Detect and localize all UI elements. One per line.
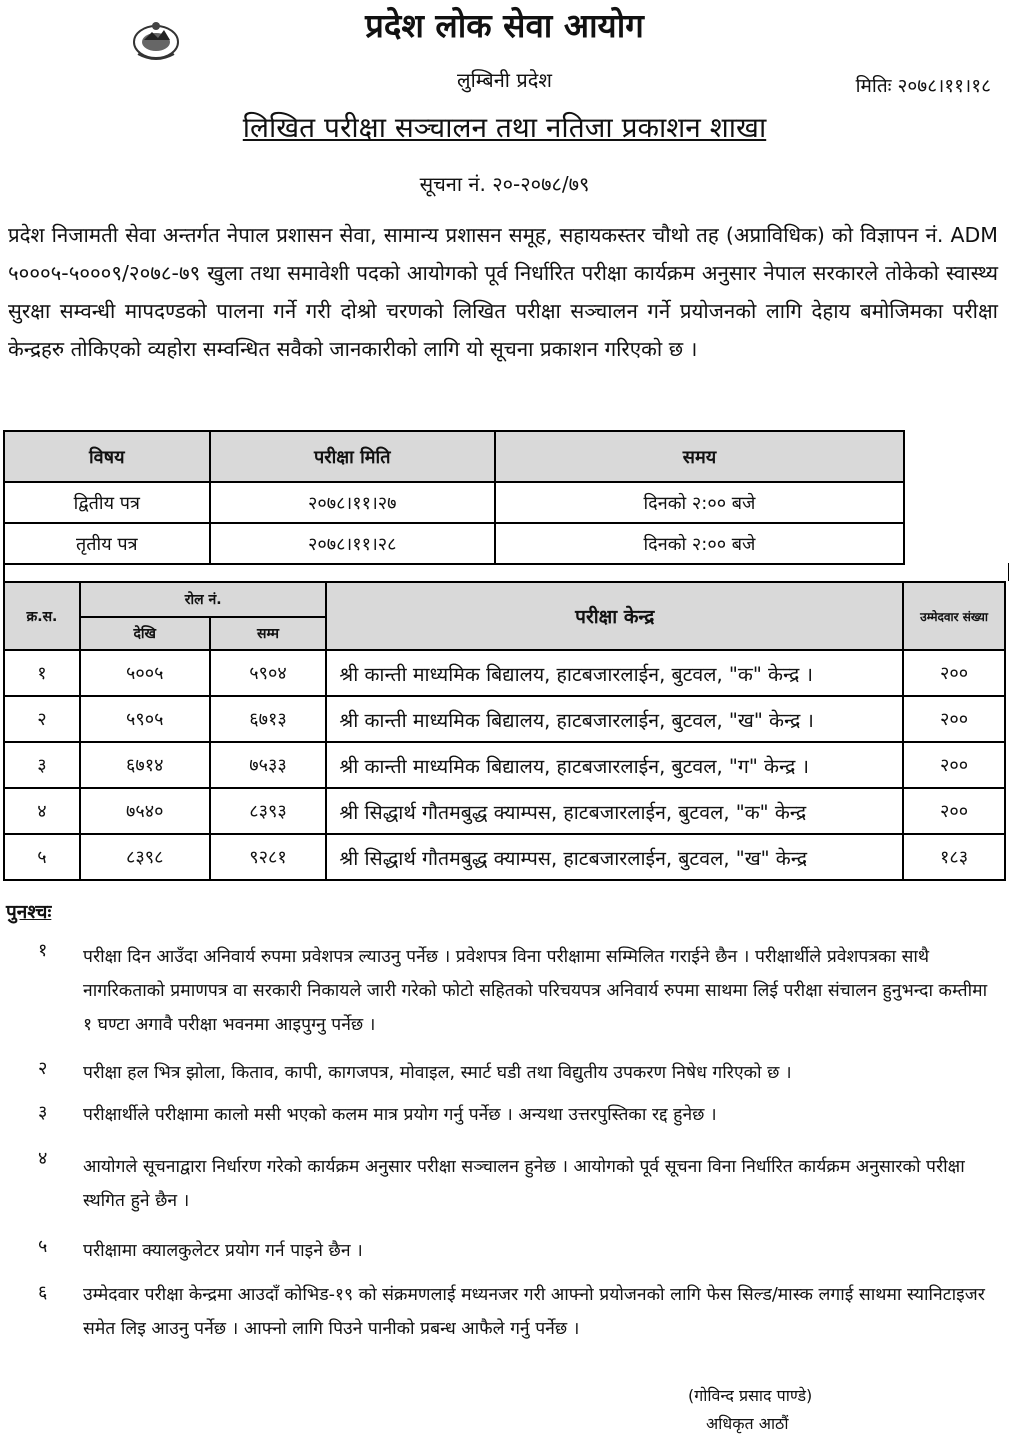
table-cell: ६७१३ — [210, 696, 327, 742]
table-row — [4, 523, 904, 564]
exam-schedule-table — [3, 430, 905, 565]
table-cell: तृतीय पत्र — [4, 523, 210, 564]
table-cell: दिनको २:०० बजे — [495, 482, 904, 523]
table-header-row — [4, 582, 1005, 617]
table-cell: ५९०५ — [80, 696, 210, 742]
notice-date: मितिः २०७८।११।१८ — [855, 75, 991, 97]
table-cell: २०० — [903, 696, 1005, 742]
column-header: क्र.स. — [4, 582, 80, 650]
page-title: प्रदेश लोक सेवा आयोग — [365, 6, 644, 45]
table-cell: २०० — [903, 650, 1005, 696]
note-number: ३ — [38, 1102, 48, 1123]
branch-heading: लिखित परीक्षा सञ्चालन तथा नतिजा प्रकाशन शाखा — [242, 111, 767, 144]
table-cell: २०७८।११।२८ — [210, 523, 495, 564]
table-cell: श्री सिद्धार्थ गौतमबुद्ध क्याम्पस, हाटबजारलाईन, बुटवल, "ख" केन्द्र — [326, 834, 903, 880]
table-spacer — [3, 563, 1009, 581]
table-row — [4, 788, 1005, 834]
note-text: उम्मेदवार परीक्षा केन्द्रमा आउदाँ कोभिड-१९ को संक्रमणलाई मध्यनजर गरी आफ्नो प्रयोजनको लागि फेस सिल्ड/मास्क लगाई साथमा स्यानिटाइजर समेत लिइ आउनु पर्नेछ । आफ्नो लागि पिउने पानीको प्रबन्ध आफैले गर्नु पर्नेछ । — [83, 1285, 985, 1339]
note-text: परीक्षा हल भित्र झोला, किताव, कापी, कागजपत्र, मोवाइल, स्मार्ट घडी तथा विद्युतीय उपकरण निषेध गरिएको छ । — [83, 1063, 792, 1083]
nepal-emblem-icon — [128, 18, 184, 64]
exam-centers-table — [3, 581, 1006, 881]
note-text: परीक्षा दिन आउँदा अनिवार्य रुपमा प्रवेशपत्र ल्याउनु पर्नेछ । प्रवेशपत्र विना परीक्षामा सम्मिलित गराईने छैन । परीक्षार्थीले प्रवेशपत्रका साथै नागरिकताको प्रमाणपत्र वा सरकारी निकायले जारी गरेको फोटो सहितको परिचयपत्र अनिवार्य रुपमा साथमा लिई परीक्षा संचालन हुनुभन्दा कम्तीमा १ घण्टा अगावै परीक्षा भवनमा आइपुग्नु पर्नेछ । — [83, 947, 988, 1035]
table-row — [4, 696, 1005, 742]
table-cell: ७५४० — [80, 788, 210, 834]
table-cell: १ — [4, 650, 80, 696]
table-cell: ५९०४ — [210, 650, 327, 696]
signatory-name: (गोविन्द प्रसाद पाण्डे) — [688, 1386, 813, 1405]
column-header: समय — [495, 431, 904, 482]
table-cell: ४ — [4, 788, 80, 834]
table-cell: दिनको २:०० बजे — [495, 523, 904, 564]
column-header: सम्म — [210, 617, 327, 650]
note-number: १ — [38, 940, 48, 961]
note-text: परीक्षामा क्यालकुलेटर प्रयोग गर्न पाइने छैन । — [83, 1241, 363, 1261]
column-header: परीक्षा मिति — [210, 431, 495, 482]
notice-number: सूचना नं. २०-२०७८/७९ — [419, 172, 590, 196]
note-number: २ — [38, 1058, 48, 1079]
column-header: उम्मेदवार संख्या — [903, 582, 1005, 650]
table-row — [4, 742, 1005, 788]
table-cell: ७५३३ — [210, 742, 327, 788]
note-number: ४ — [38, 1148, 48, 1169]
table-cell: ५००५ — [80, 650, 210, 696]
province-name: लुम्बिनी प्रदेश — [457, 68, 552, 92]
table-cell: २०० — [903, 788, 1005, 834]
table-cell: श्री सिद्धार्थ गौतमबुद्ध क्याम्पस, हाटबजारलाईन, बुटवल, "क" केन्द्र — [326, 788, 903, 834]
column-header: देखि — [80, 617, 210, 650]
table-cell: श्री कान्ती माध्यमिक बिद्यालय, हाटबजारलाईन, बुटवल, "ख" केन्द्र । — [326, 696, 903, 742]
table-cell: १८३ — [903, 834, 1005, 880]
notes-heading: पुनश्चः — [6, 901, 52, 923]
column-header: रोल नं. — [80, 582, 327, 617]
notice-body: प्रदेश निजामती सेवा अन्तर्गत नेपाल प्रशासन सेवा, सामान्य प्रशासन समूह, सहायकस्तर चौथो तह (अप्राविधिक) को विज्ञापन नं. ADM ५०००५-५०००९/२०७८-७९ खुला तथा समावेशी पदको आयोगको पूर्व निर्धारित परीक्षा कार्यक्रम अनुसार नेपाल सरकारले तोकेको स्वास्थ्य सुरक्षा सम्वन्धी मापदण्डको पालना गर्ने गरी दोश्रो चरणको लिखित परीक्षा सञ्चालन गर्ने प्रयोजनको लागि देहाय बमोजिमका परीक्षा केन्द्रहरु तोकिएको व्यहोरा सम्वन्धित सवैको जानकारीको लागि यो सूचना प्रकाशन गरिएको छ । — [8, 223, 998, 361]
table-row — [4, 650, 1005, 696]
table-row — [4, 482, 904, 523]
column-header: विषय — [4, 431, 210, 482]
table-cell: २०० — [903, 742, 1005, 788]
table-cell: ३ — [4, 742, 80, 788]
note-text: परीक्षार्थीले परीक्षामा कालो मसी भएको कलम मात्र प्रयोग गर्नु पर्नेछ । अन्यथा उत्तरपुस्तिका रद्द हुनेछ । — [83, 1105, 717, 1125]
table-row — [4, 834, 1005, 880]
signatory-designation: अधिकृत आठौं — [706, 1414, 789, 1433]
table-cell: ६७१४ — [80, 742, 210, 788]
note-text: आयोगले सूचनाद्वारा निर्धारण गरेको कार्यक्रम अनुसार परीक्षा सञ्चालन हुनेछ । आयोगको पूर्व सूचना विना निर्धारित कार्यक्रम अनुसारको परीक्षा स्थगित हुने छैन । — [83, 1157, 965, 1211]
table-cell: श्री कान्ती माध्यमिक बिद्यालय, हाटबजारलाईन, बुटवल, "ग" केन्द्र । — [326, 742, 903, 788]
table-cell: २ — [4, 696, 80, 742]
table-header-row — [4, 431, 904, 482]
table-cell: ५ — [4, 834, 80, 880]
note-number: ५ — [38, 1236, 48, 1257]
table-cell: द्वितीय पत्र — [4, 482, 210, 523]
table-cell: २०७८।११।२७ — [210, 482, 495, 523]
table-cell: श्री कान्ती माध्यमिक बिद्यालय, हाटबजारलाईन, बुटवल, "क" केन्द्र । — [326, 650, 903, 696]
note-number: ६ — [38, 1282, 48, 1303]
column-header: परीक्षा केन्द्र — [326, 582, 903, 650]
table-cell: ८३९३ — [210, 788, 327, 834]
table-cell: ८३९८ — [80, 834, 210, 880]
table-cell: ९२८१ — [210, 834, 327, 880]
